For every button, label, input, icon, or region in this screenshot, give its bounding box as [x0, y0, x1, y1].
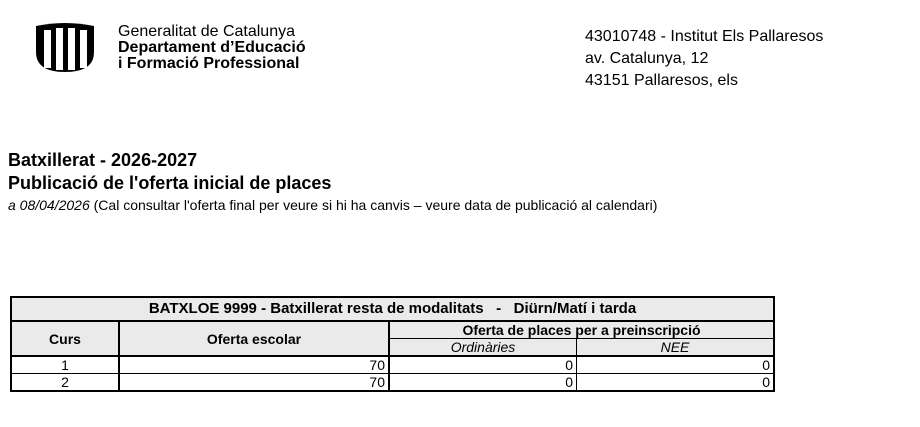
document-title: Batxillerat - 2026-2027 — [8, 150, 198, 170]
col-header-oferta: Oferta escolar — [119, 321, 389, 356]
table-row — [11, 374, 774, 392]
publication-note — [8, 196, 657, 215]
document-subtitle: Publicació de l'oferta inicial de places — [8, 173, 332, 193]
cell-ordinaries: 0 — [389, 374, 577, 392]
address-line-1: 43010748 - Institut Els Pallaresos — [585, 28, 824, 45]
org-line-2: Departament d’Educació — [118, 39, 306, 56]
publication-disclaimer: (Cal consultar l'oferta final per veure si hi ha canvis – veure data de publicació al calendari) — [93, 197, 658, 213]
cell-curs: 2 — [11, 374, 119, 392]
publication-date: a 08/04/2026 — [8, 197, 94, 213]
col-header-curs: Curs — [11, 321, 119, 356]
places-offer-table — [10, 296, 775, 392]
cell-curs: 1 — [11, 356, 119, 374]
cell-oferta: 70 — [119, 356, 389, 374]
cell-oferta: 70 — [119, 374, 389, 392]
organization-name — [118, 24, 306, 72]
table-caption: BATXLOE 9999 - Batxillerat resta de modalitats - Diürn/Matí i tarda — [11, 297, 774, 321]
document-heading — [8, 149, 657, 215]
org-line-1: Generalitat de Catalunya — [118, 23, 295, 40]
school-address — [585, 26, 823, 92]
generalitat-logo — [30, 22, 100, 74]
col-header-group: Oferta de places per a preinscripció — [389, 321, 774, 339]
cell-ordinaries: 0 — [389, 356, 577, 374]
table-row — [11, 356, 774, 374]
address-line-2: av. Catalunya, 12 — [585, 50, 709, 67]
address-line-3: 43151 Pallaresos, els — [585, 72, 738, 89]
cell-nee: 0 — [577, 374, 775, 392]
org-line-3: i Formació Professional — [118, 55, 300, 72]
cell-nee: 0 — [577, 356, 775, 374]
col-header-ordinaries: Ordinàries — [389, 339, 577, 357]
col-header-nee: NEE — [577, 339, 775, 357]
